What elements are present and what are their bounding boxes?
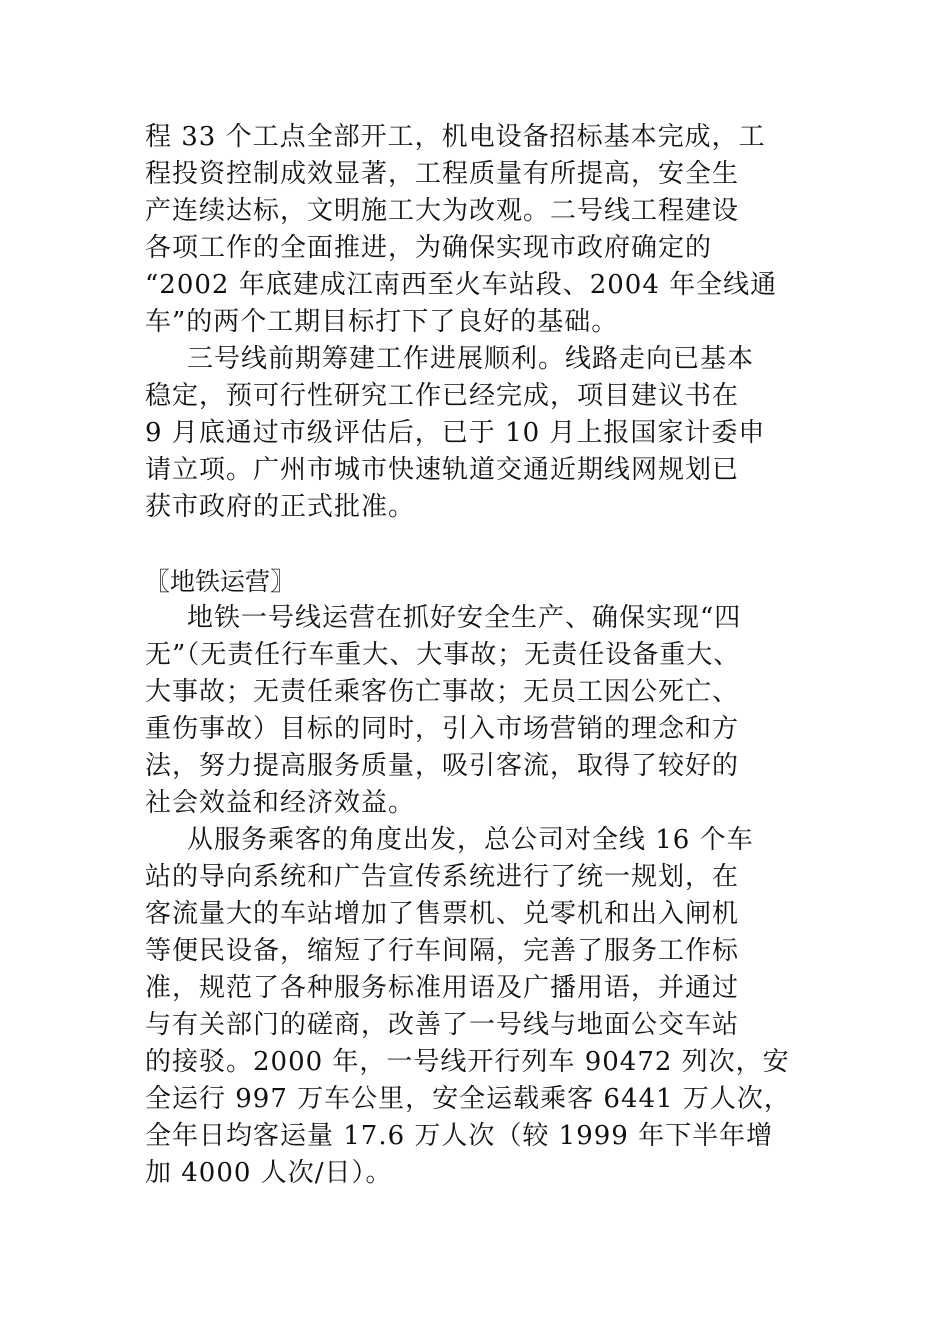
section-heading: 〖地铁运营〗 bbox=[145, 567, 296, 596]
text-line: 产连续达标，文明施工大为改观。二号线工程建设 bbox=[145, 196, 740, 226]
paragraph-operations-safety bbox=[145, 600, 835, 822]
text-line: 车”的两个工期目标打下了良好的基础。 bbox=[145, 307, 619, 337]
text-line: 重伤事故）目标的同时，引入市场营销的理念和方 bbox=[145, 714, 740, 744]
paragraph-line-2-construction bbox=[145, 119, 835, 341]
text-line: 全年日均客运量 17.6 万人次（较 1999 年下半年增 bbox=[145, 1121, 774, 1151]
text-line: 从服务乘客的角度出发，总公司对全线 16 个车 bbox=[187, 825, 754, 855]
blank-spacer bbox=[145, 526, 835, 563]
text-line: 无”（无责任行车重大、大事故；无责任设备重大、 bbox=[145, 640, 741, 670]
text-line: “2002 年底建成江南西至火车站段、2004 年全线通 bbox=[145, 270, 778, 300]
text-line: 地铁一号线运营在抓好安全生产、确保实现“四 bbox=[187, 603, 742, 633]
text-line: 与有关部门的磋商，改善了一号线与地面公交车站 bbox=[145, 1010, 740, 1040]
paragraph-passenger-service bbox=[145, 822, 835, 1192]
text-line: 全运行 997 万车公里，安全运载乘客 6441 万人次， bbox=[145, 1084, 791, 1114]
text-line: 社会效益和经济效益。 bbox=[145, 788, 416, 818]
text-line: 等便民设备，缩短了行车间隔，完善了服务工作标 bbox=[145, 936, 740, 966]
text-line: 站的导向系统和广告宣传系统进行了统一规划，在 bbox=[145, 862, 740, 892]
text-line: 三号线前期筹建工作进展顺利。线路走向已基本 bbox=[187, 344, 755, 374]
text-line: 获市政府的正式批准。 bbox=[145, 492, 416, 522]
text-line: 大事故；无责任乘客伤亡事故；无员工因公死亡、 bbox=[145, 677, 740, 707]
text-line: 法，努力提高服务质量，吸引客流，取得了较好的 bbox=[145, 751, 740, 781]
text-line: 9 月底通过市级评估后，已于 10 月上报国家计委申 bbox=[145, 418, 766, 448]
text-line: 程 33 个工点全部开工，机电设备招标基本完成，工 bbox=[145, 122, 766, 152]
text-line: 程投资控制成效显著，工程质量有所提高，安全生 bbox=[145, 159, 740, 189]
text-line: 的接驳。2000 年，一号线开行列车 90472 列次，安 bbox=[145, 1047, 790, 1077]
text-line: 准，规范了各种服务标准用语及广播用语，并通过 bbox=[145, 973, 740, 1003]
text-line: 客流量大的车站增加了售票机、兑零机和出入闸机 bbox=[145, 899, 740, 929]
text-line: 请立项。广州市城市快速轨道交通近期线网规划已 bbox=[145, 455, 740, 485]
paragraph-line-3-planning bbox=[145, 341, 835, 526]
text-line: 加 4000 人次/日）。 bbox=[145, 1158, 393, 1188]
document-body bbox=[145, 119, 835, 1192]
text-line: 各项工作的全面推进，为确保实现市政府确定的 bbox=[145, 233, 713, 263]
text-line: 稳定，预可行性研究工作已经完成，项目建议书在 bbox=[145, 381, 740, 411]
